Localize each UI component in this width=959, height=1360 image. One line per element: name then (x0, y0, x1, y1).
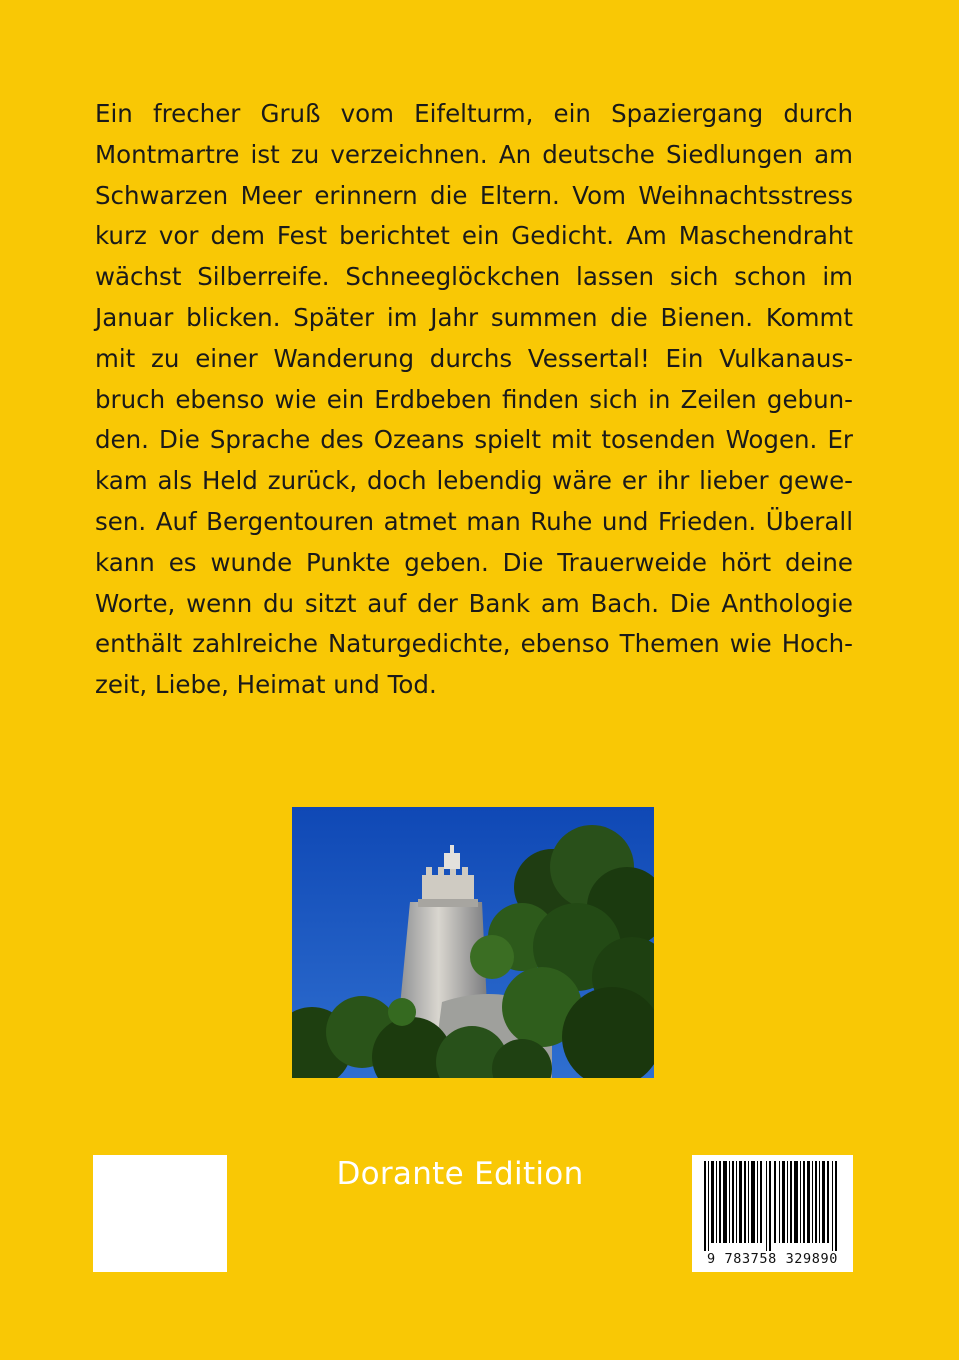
blurb-line: bruch ebenso wie ein Erdbeben finden sich in Zeilen gebun- (95, 384, 853, 414)
barcode-bars-icon (696, 1161, 849, 1251)
blurb-line: kann es wunde Punkte geben. Die Trauerweide hört deine (95, 547, 853, 577)
blurb-line: enthält zahlreiche Naturgedichte, ebenso Themen wie Hoch- (95, 629, 853, 659)
blurb-line: den. Die Sprache des Ozeans spielt mit tosenden Wogen. Er (95, 425, 853, 455)
blurb-line: sen. Auf Bergentouren atmet man Ruhe und Frieden. Überall (95, 506, 853, 536)
publisher-name: Dorante Edition (336, 1156, 584, 1192)
blurb-line: kam als Held zurück, doch lebendig wäre er ihr lieber gewe- (95, 466, 853, 496)
barcode (692, 1155, 853, 1272)
blurb-line: kurz vor dem Fest berichtet ein Gedicht. Am Maschendraht (95, 221, 853, 251)
barcode-digits: 9 783758 329890 (707, 1251, 838, 1267)
blurb-line: Worte, wenn du sitzt auf der Bank am Bach. Die Anthologie (95, 588, 853, 618)
logo-placeholder-box (93, 1155, 227, 1272)
blurb-line: wächst Silberreife. Schneeglöckchen lassen sich schon im (95, 262, 853, 292)
blurb-line: Montmartre ist zu verzeichnen. An deutsche Siedlungen am (95, 139, 853, 169)
blurb-line: Schwarzen Meer erinnern die Eltern. Vom Weihnachtsstress (95, 180, 853, 210)
tower-photo-icon (292, 807, 654, 1078)
blurb-line: Ein frecher Gruß vom Eifelturm, ein Spaziergang durch (95, 99, 853, 128)
blurb-text (95, 94, 853, 706)
blurb-line: zeit, Liebe, Heimat und Tod. (95, 670, 437, 700)
blurb-line: Januar blicken. Später im Jahr summen die Bienen. Kommt (95, 302, 853, 332)
blurb-line: mit zu einer Wanderung durchs Vessertal! Ein Vulkanaus- (95, 343, 853, 373)
tower-photo (292, 807, 654, 1078)
